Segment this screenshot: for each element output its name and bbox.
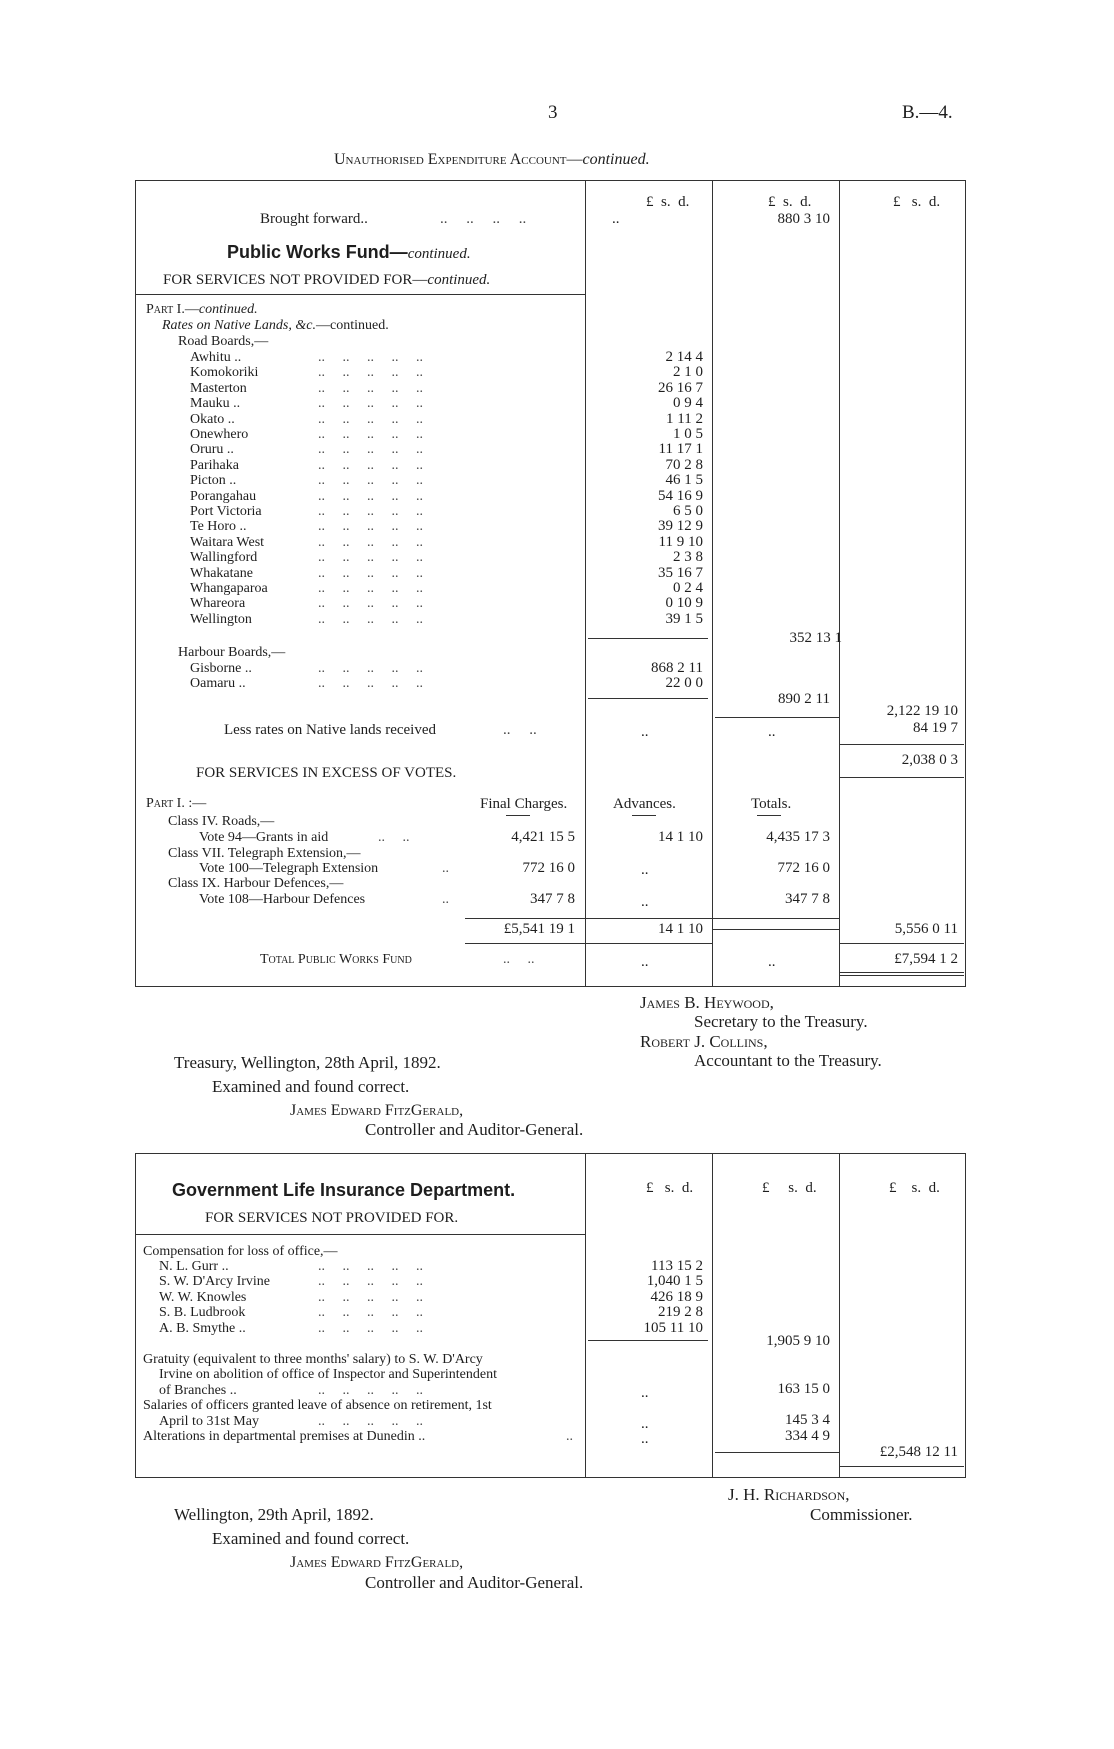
road-board-name: Wellington — [190, 611, 252, 627]
road-board-leaders: .. .. .. .. .. — [318, 380, 423, 396]
t2-rule-under-heading — [135, 1234, 585, 1235]
gratuity-line1: Gratuity (equivalent to three months' salary) to S. W. D'Arcy — [143, 1352, 483, 1367]
page-title-main: Unauthorised Expenditure Account— — [334, 151, 583, 168]
grand-total-life-insurance: £2,548 12 11 — [879, 1444, 958, 1460]
harbour-boards-label: Harbour Boards,— — [178, 645, 286, 660]
road-board-leaders: .. .. .. .. .. — [318, 411, 423, 427]
road-board-name: Masterton — [190, 380, 247, 396]
harbour-board-amount: 22 0 0 — [665, 675, 703, 692]
section-title-life-insurance: Government Life Insurance Department. — [172, 1180, 516, 1200]
col-advances-header: Advances. — [613, 796, 676, 812]
total-col1: .. — [641, 954, 649, 970]
final-head-dash — [506, 815, 530, 816]
col-divider-1 — [585, 180, 586, 986]
less-rates-col2: .. — [768, 724, 776, 740]
currency-header-2: £ s. d. — [768, 194, 812, 210]
rates-main: Rates on Native Lands, &c. — [162, 318, 316, 333]
vote108-advances: .. — [641, 894, 649, 910]
part-cont: continued. — [198, 302, 258, 317]
road-board-leaders: .. .. .. .. .. — [318, 550, 423, 566]
less-rates-amount: 84 19 7 — [913, 720, 958, 736]
col-divider-2 — [712, 180, 713, 986]
vote108-total: 347 7 8 — [785, 891, 830, 907]
gratuity-line2: Irvine on abolition of office of Inspector and Superintendent — [159, 1367, 497, 1382]
road-board-amount: 6 5 0 — [673, 503, 703, 519]
road-board-name: Whakatane — [190, 565, 253, 581]
salaries-leaders: .. .. .. .. .. — [318, 1414, 423, 1429]
compensation-leaders: .. .. .. .. .. — [318, 1305, 423, 1321]
road-board-leaders: .. .. .. .. .. — [318, 457, 423, 473]
total-public-works-label: Total Public Works Fund — [260, 952, 412, 967]
vote100-advances: .. — [641, 862, 649, 878]
road-board-name: Komokoriki — [190, 365, 259, 381]
vote108-leaders: .. — [442, 892, 449, 907]
road-board-amount: 54 16 9 — [658, 487, 703, 504]
compensation-label: Compensation for loss of office,— — [143, 1244, 338, 1259]
section-title-main: Public Works Fund— — [227, 242, 408, 262]
vote108-final: 347 7 8 — [530, 891, 575, 907]
harbour-total-rule — [588, 698, 708, 699]
road-board-amount: 0 9 4 — [673, 395, 703, 412]
subheading-main: FOR SERVICES NOT PROVIDED FOR— — [163, 272, 428, 288]
sum-total: 2,122 19 10 — [886, 703, 958, 719]
road-board-leaders: .. .. .. .. .. — [318, 350, 423, 365]
road-board-name: Parihaka — [190, 457, 239, 473]
road-total-rule — [588, 638, 708, 639]
harbour-board-amount: 868 2 11 — [651, 660, 703, 676]
adv-head-dash — [632, 815, 656, 816]
class9-label: Class IX. Harbour Defences,— — [168, 876, 344, 891]
road-board-amount: 70 2 8 — [665, 456, 703, 473]
harbour-boards-total: 890 2 11 — [778, 691, 830, 707]
part-main: Part I.— — [146, 302, 199, 317]
sig2-examined: Examined and found correct. — [212, 1529, 410, 1548]
road-board-name: Onewhero — [190, 427, 249, 442]
road-board-amount: 26 16 7 — [658, 379, 703, 396]
section-title-public-works — [227, 242, 471, 263]
road-board-amount: 2 14 4 — [665, 349, 703, 365]
compensation-name: W. W. Knowles — [159, 1289, 247, 1305]
sig2-name: J. H. Richardson, — [728, 1485, 850, 1504]
grand-total-public-works: £7,594 1 2 — [894, 951, 958, 967]
sig1-name2: Robert J. Collins, — [640, 1032, 768, 1051]
gratuity-line3: of Branches .. — [159, 1383, 237, 1398]
sig1-title1: Secretary to the Treasury. — [694, 1012, 868, 1031]
road-board-name: Port Victoria — [190, 504, 262, 519]
road-board-leaders: .. .. .. .. .. — [318, 427, 423, 442]
sig2-place-date: Wellington, 29th April, 1892. — [174, 1505, 374, 1524]
alterations-label: Alterations in departmental premises at Dunedin .. — [143, 1429, 426, 1444]
t2-col-divider-3 — [839, 1153, 840, 1477]
salaries-line1: Salaries of officers granted leave of absence on retirement, 1st — [143, 1398, 492, 1413]
rates-label — [162, 318, 389, 334]
comp-total-rule — [588, 1340, 708, 1341]
road-board-amount: 11 17 1 — [658, 441, 703, 458]
sig2-auditor-name: James Edward FitzGerald, — [290, 1554, 464, 1571]
excess-total: 5,556 0 11 — [894, 921, 958, 937]
grand-rule-2 — [840, 975, 964, 976]
road-board-name: Porangahau — [190, 488, 257, 504]
vote94-total: 4,435 17 3 — [766, 829, 830, 845]
road-board-leaders: .. .. .. .. .. — [318, 596, 423, 612]
harbour-board-name: Oamaru .. — [190, 676, 246, 692]
alterations-leaders: .. — [566, 1429, 573, 1444]
compensation-leaders: .. .. .. .. .. — [318, 1320, 423, 1336]
tot-head-dash — [757, 815, 781, 816]
road-board-amount: 0 2 4 — [673, 580, 703, 596]
road-board-leaders: .. .. .. .. .. — [318, 488, 423, 504]
compensation-leaders: .. .. .. .. .. — [318, 1289, 423, 1305]
compensation-amount: 113 15 2 — [651, 1258, 703, 1274]
t2-subheading-not-provided: FOR SERVICES NOT PROVIDED FOR. — [205, 1210, 459, 1226]
road-board-name: Mauku .. — [190, 396, 241, 412]
harbour-board-name: Gisborne .. — [190, 661, 252, 676]
road-board-amount: 35 16 7 — [658, 564, 703, 581]
excess-rule-top — [465, 918, 839, 919]
t2-rule-col2 — [715, 1452, 839, 1453]
page-title-cont: continued. — [582, 151, 650, 168]
class7-label: Class VII. Telegraph Extension,— — [168, 846, 361, 861]
road-board-amount: 11 9 10 — [658, 533, 703, 550]
total-col2: .. — [768, 954, 776, 970]
currency-header-3: £ s. d. — [893, 194, 941, 210]
sig1-examined: Examined and found correct. — [212, 1077, 410, 1096]
alterations-col1: .. — [641, 1431, 649, 1447]
harbour-board-leaders: .. .. .. .. .. — [318, 676, 423, 692]
sig1-title2: Accountant to the Treasury. — [694, 1051, 882, 1070]
compensation-amount: 1,040 1 5 — [646, 1273, 703, 1290]
net-total: 2,038 0 3 — [901, 752, 958, 768]
document-ref: B.—4. — [902, 102, 953, 123]
road-board-name: Picton .. — [190, 473, 237, 489]
harbour-board-leaders: .. .. .. .. .. — [318, 661, 423, 676]
sig1-auditor-name: James Edward FitzGerald, — [290, 1102, 464, 1119]
vote94-label: Vote 94—Grants in aid — [199, 830, 329, 845]
gratuity-leaders: .. .. .. .. .. — [318, 1383, 423, 1398]
sig1-place-date: Treasury, Wellington, 28th April, 1892. — [174, 1053, 441, 1072]
road-board-leaders: .. .. .. .. .. — [318, 504, 423, 519]
subheading-excess: FOR SERVICES IN EXCESS OF VOTES. — [196, 765, 457, 781]
excess-advances-total: 14 1 10 — [658, 921, 703, 937]
compensation-amount: 219 2 8 — [658, 1304, 703, 1321]
net-rule — [840, 744, 964, 745]
road-board-name: Whangaparoa — [190, 581, 268, 596]
t2-col-divider-1 — [585, 1153, 586, 1477]
road-board-amount: 0 10 9 — [665, 595, 703, 612]
vote100-label: Vote 100—Telegraph Extension — [199, 861, 379, 876]
vote100-leaders: .. — [442, 861, 449, 876]
vote100-total: 772 16 0 — [777, 860, 830, 876]
less-rates-label: Less rates on Native lands received — [224, 722, 436, 738]
road-boards-label: Road Boards,— — [178, 334, 269, 349]
currency-header-1: £ s. d. — [646, 194, 690, 210]
brought-forward-leaders: .. .. .. .. — [440, 211, 527, 227]
road-board-amount: 46 1 5 — [665, 472, 703, 489]
grand-rule-1 — [840, 972, 964, 973]
rates-cont: —continued. — [316, 318, 389, 333]
road-board-name: Wallingford — [190, 550, 258, 566]
subheading-cont: continued. — [427, 272, 491, 288]
excess-final-total: £5,541 19 1 — [503, 921, 575, 937]
road-board-name: Oruru .. — [190, 442, 234, 458]
t2-currency-header-2: £ s. d. — [762, 1180, 817, 1196]
road-board-leaders: .. .. .. .. .. — [318, 396, 423, 412]
salaries-line2: April to 31st May — [159, 1414, 259, 1429]
subheading-not-provided — [163, 272, 490, 289]
sum-rule — [715, 717, 839, 718]
gratuity-amount: 163 15 0 — [777, 1381, 830, 1397]
compensation-name: N. L. Gurr .. — [159, 1259, 229, 1274]
road-board-leaders: .. .. .. .. .. — [318, 473, 423, 489]
col-final-charges-header: Final Charges. — [480, 796, 568, 812]
rule-under-heading — [135, 294, 585, 295]
sig2-auditor-title: Controller and Auditor-General. — [365, 1573, 584, 1592]
road-board-leaders: .. .. .. .. .. — [318, 581, 423, 596]
road-board-leaders: .. .. .. .. .. — [318, 519, 423, 535]
vote94-leaders: .. .. — [378, 830, 410, 845]
page-title — [334, 150, 650, 169]
road-boards-total: 352 13 1 — [789, 630, 842, 646]
sig2-title: Commissioner. — [810, 1505, 913, 1524]
road-board-amount: 39 1 5 — [665, 610, 703, 627]
excess-rule-bottom — [465, 943, 712, 944]
totals-rule — [712, 929, 839, 930]
t2-currency-header-3: £ s. d. — [889, 1180, 940, 1196]
road-board-name: Te Horo .. — [190, 519, 247, 535]
part-label — [146, 302, 258, 318]
class4-label: Class IV. Roads,— — [168, 814, 275, 829]
compensation-leaders: .. .. .. .. .. — [318, 1259, 423, 1274]
road-board-name: Whareora — [190, 596, 246, 612]
vote94-advances: 14 1 10 — [658, 829, 703, 845]
excess-total-rule — [840, 943, 964, 944]
sig1-auditor-title: Controller and Auditor-General. — [365, 1120, 584, 1139]
compensation-name: A. B. Smythe .. — [159, 1320, 246, 1336]
t2-currency-header-1: £ s. d. — [646, 1180, 694, 1196]
less-rates-col1: .. — [641, 724, 649, 740]
road-board-name: Awhitu .. — [190, 350, 242, 365]
compensation-name: S. W. D'Arcy Irvine — [159, 1274, 271, 1290]
section-title-cont: continued. — [407, 246, 471, 262]
page-number: 3 — [548, 102, 558, 123]
t2-grand-rule — [840, 1466, 964, 1467]
brought-forward-col1: .. — [612, 211, 620, 227]
gratuity-col1: .. — [641, 1385, 649, 1401]
road-board-name: Okato .. — [190, 411, 235, 427]
brought-forward-col2: 880 3 10 — [777, 211, 830, 227]
road-board-leaders: .. .. .. .. .. — [318, 442, 423, 458]
col-divider-3 — [839, 180, 840, 986]
compensation-amount: 426 18 9 — [650, 1288, 703, 1305]
salaries-col1: .. — [641, 1416, 649, 1432]
road-board-leaders: .. .. .. .. .. — [318, 365, 423, 381]
road-board-leaders: .. .. .. .. .. — [318, 534, 423, 550]
road-board-name: Waitara West — [190, 534, 265, 550]
t2-col-divider-2 — [712, 1153, 713, 1477]
compensation-total: 1,905 9 10 — [766, 1333, 830, 1349]
compensation-amount: 105 11 10 — [643, 1319, 703, 1336]
road-board-amount: 2 1 0 — [673, 364, 703, 381]
salaries-amount: 145 3 4 — [785, 1412, 830, 1428]
road-board-amount: 1 0 5 — [673, 426, 703, 442]
less-rates-leaders: .. .. — [503, 722, 537, 738]
net-rule-2 — [840, 777, 964, 778]
road-board-amount: 2 3 8 — [673, 549, 703, 566]
vote100-final: 772 16 0 — [522, 860, 575, 876]
vote94-final: 4,421 15 5 — [511, 829, 575, 845]
road-board-amount: 39 12 9 — [658, 518, 703, 535]
col-totals-header: Totals. — [751, 796, 792, 812]
compensation-name: S. B. Ludbrook — [159, 1305, 246, 1321]
part-excess-label: Part I. :— — [146, 796, 207, 811]
sig1-name1: James B. Heywood, — [640, 993, 774, 1012]
compensation-leaders: .. .. .. .. .. — [318, 1274, 423, 1290]
total-leaders: .. .. — [503, 952, 535, 967]
road-board-leaders: .. .. .. .. .. — [318, 611, 423, 627]
brought-forward-label: Brought forward.. — [260, 211, 368, 227]
road-board-leaders: .. .. .. .. .. — [318, 565, 423, 581]
vote108-label: Vote 108—Harbour Defences — [199, 892, 366, 907]
alterations-amount: 334 4 9 — [785, 1428, 830, 1444]
road-board-amount: 1 11 2 — [666, 410, 703, 427]
